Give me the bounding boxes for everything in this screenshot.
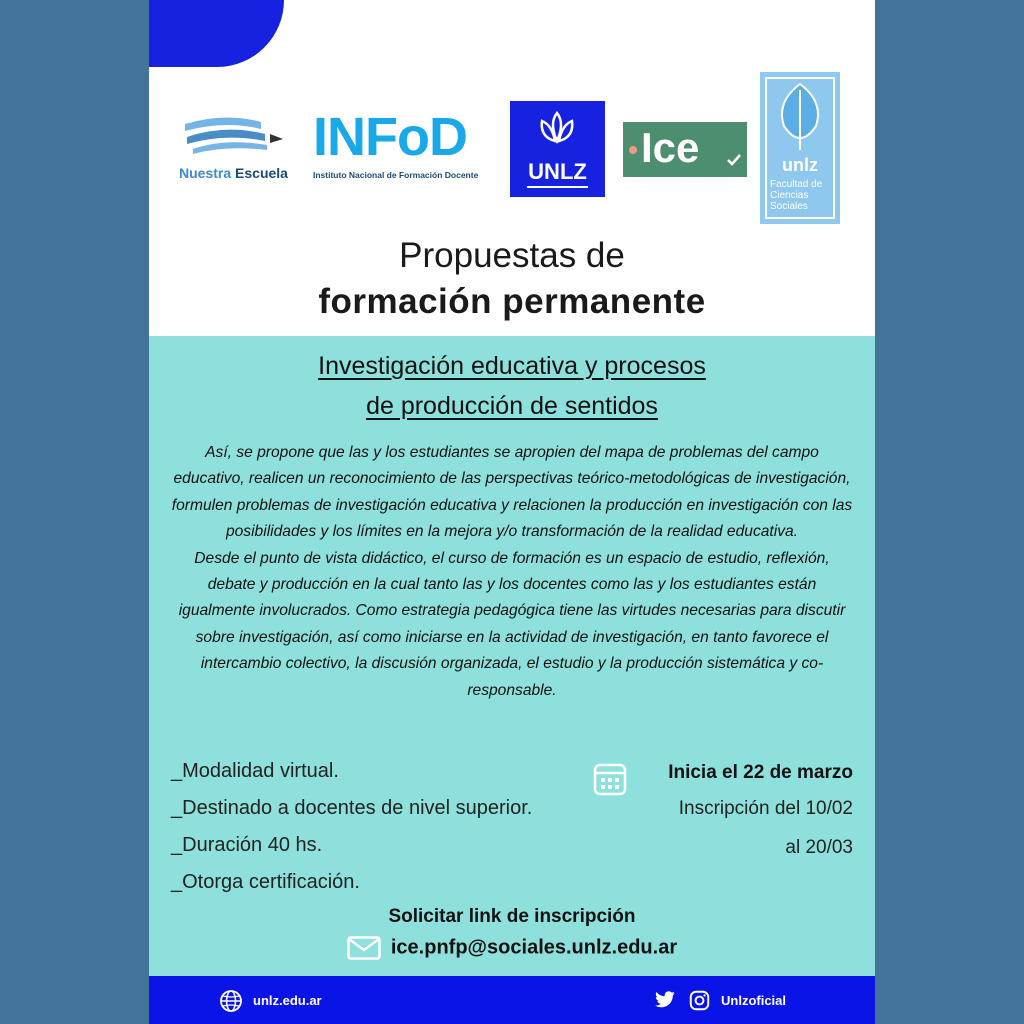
footer-website[interactable]: unlz.edu.ar [253,993,322,1008]
description-paragraph-1: Así, se propone que las y los estudiantes se apropien del mapa de problemas del campo educativo, realicen un reconocimiento de las perspectivas teórico-metodológicas de investigación, formulen problemas de investigación educativa y relacionen la producción en investigación con las posibilidades y los límites en la mejora y/o transformación de la realidad educativa. [171,444,853,541]
fcs-line3: Sociales [770,201,808,212]
fcs-logo: unlz Facultad de Ciencias Sociales [760,72,840,224]
globe-icon [219,989,243,1013]
course-title-line2 [149,392,875,421]
escuela-word: Escuela [235,165,288,181]
instagram-icon[interactable] [689,990,710,1011]
unlz-name: UNLZ [528,159,587,184]
contact-email[interactable]: ice.pnfp@sociales.unlz.edu.ar [390,936,678,959]
footer [149,976,875,1024]
feature-item: _Duración 40 hs. [171,834,323,856]
poster [149,0,875,1024]
calendar-icon [593,762,627,796]
feature-item: _Destinado a docentes de nivel superior. [171,797,533,819]
twitter-icon[interactable] [654,991,676,1009]
infod-subtitle: Instituto Nacional de Formación Docente [313,170,479,180]
fcs-line2: Ciencias [770,190,809,201]
feature-item: _Otorga certificación. [171,871,360,893]
infod-logo [313,108,493,188]
logo-bar [149,0,875,240]
page-title-line1: Propuestas de [399,236,625,275]
content-panel [149,336,875,976]
dates-block [593,758,853,866]
ice-name: Ice [641,124,700,171]
fcs-line1: Facultad de [770,179,823,190]
nuestra-escuela-logo [177,112,297,187]
course-title-text2: de producción de sentidos [366,392,658,420]
registration-line1: Inscripción del 10/02 [678,798,853,819]
description-paragraph-2: Desde el punto de vista didáctico, el curso de formación es un espacio de estudio, reflexión, debate y producción en la cual tanto las y los docentes como las y los estudiantes están igualmente involucrados. Como estrategia pedagógica tiene las virtudes necesarias para discutir sobre investigación, así como iniciarse en la actividad de investigación, en tanto favorece el intercambio colectivo, la discusión organizada, el estudio y la producción sistemática y co-responsable. [178,549,846,699]
course-description [169,440,855,704]
unlz-logo [510,101,605,197]
ice-logo [623,122,747,177]
page-title-line2: formación permanente [318,282,706,321]
feature-list [171,758,591,906]
registration-line2: al 20/03 [785,837,853,858]
course-title-line1 [149,352,875,381]
contact-label: Solicitar link de inscripción [388,906,636,927]
envelope-icon [347,936,381,960]
infod-name: INFoD [313,107,467,167]
course-title-text1: Investigación educativa y procesos [318,352,706,380]
footer-social-handle[interactable]: Unlzoficial [721,993,787,1008]
contact-email-row [149,936,875,960]
feature-item: _Modalidad virtual. [171,760,339,782]
start-date: Inicia el 22 de marzo [668,762,853,783]
nuestra-word: Nuestra [179,165,232,181]
